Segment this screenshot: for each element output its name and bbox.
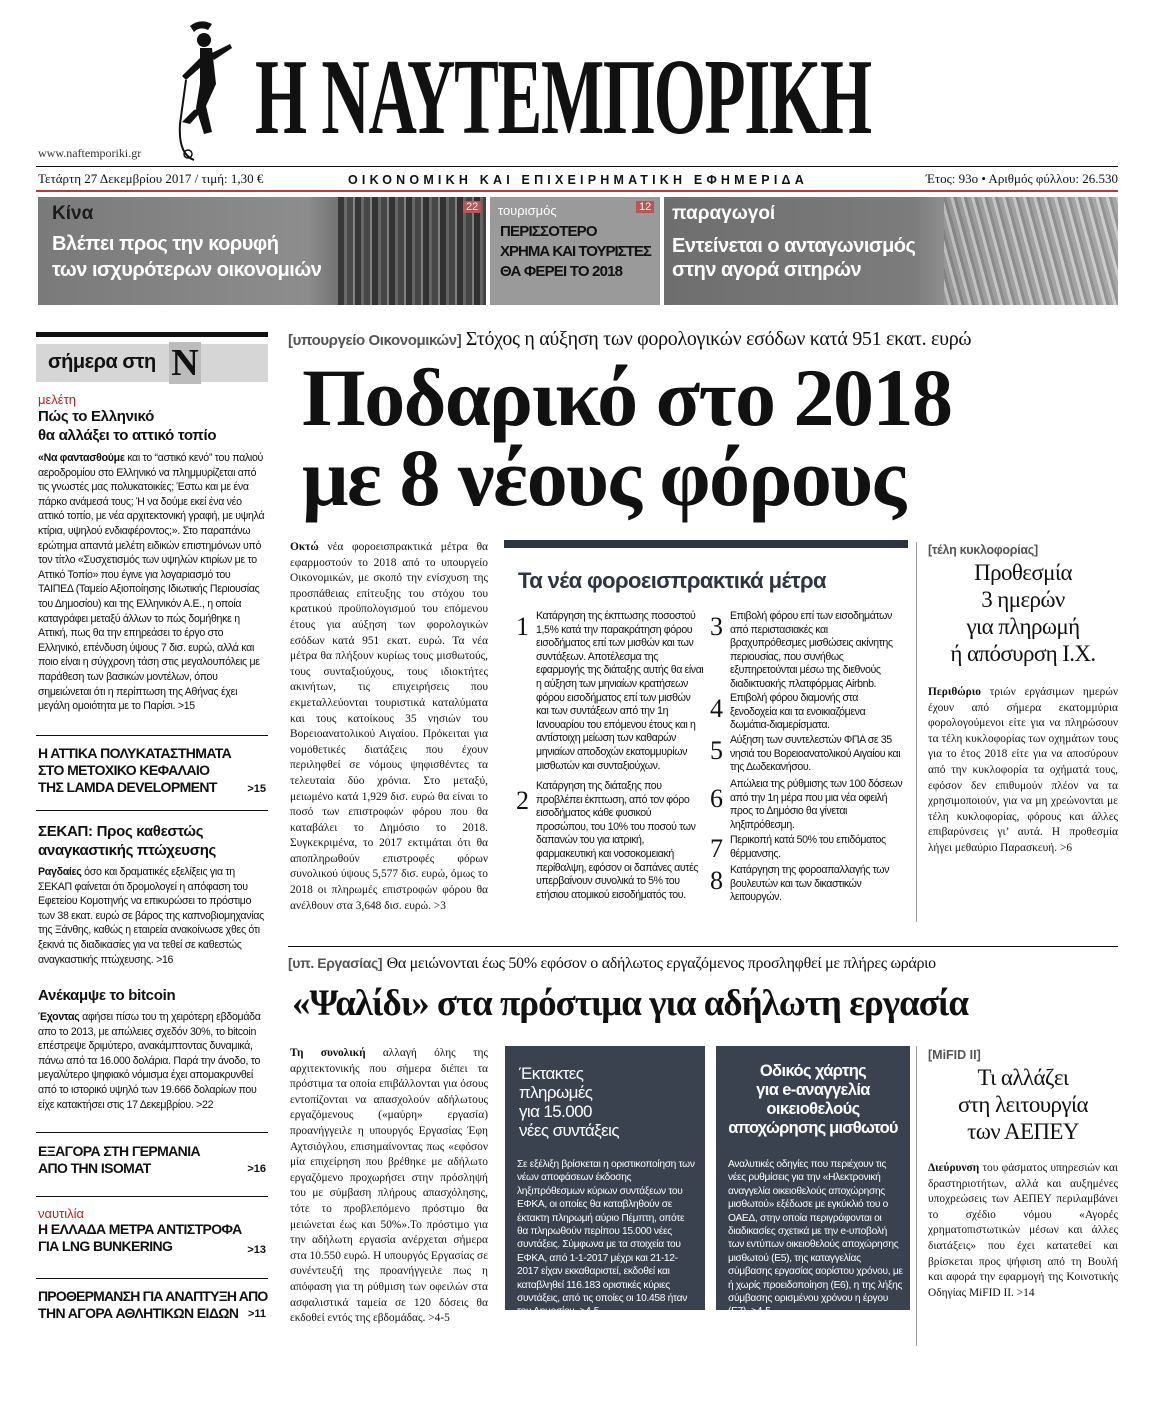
- measure-text: Περικοπή κατά 50% του επιδόματος θέρμανσης.: [730, 834, 886, 860]
- labor-body: Τη συνολική αλλαγή όλης της αρχιτεκτονικής που σήμερα διέπει τα πρόστιμα τα οποία επιβάλλονται για όσους εντοπίζονται να απασχολούν αδήλωτους εργαζόμενους («μαύρη» εργασία) προανήγγειλε η υπουργός Εργασίας Έφη Αχτσιόγλου, επισημαίνοντας πως «εφόσον μία επιχείρηση που βρέθηκε με αδήλωτο εργαζόμενο προχωρήσει στην πρόσληψή του με σύμβαση πλήρους απασχόλησης, τότε το προβλεπόμενο πρόστιμο θα μειώνεται έως και 50%».Το πρόστιμο για την αδήλωτη εργασία ανέρχεται σήμερα στα 10.550 ευρώ. Η υπουργός Εργασίας σε συνέντευξή της προανήγγειλε πως η απόφαση για τη ρύθμιση των οφειλών στα ασφαλιστικά ταμεία σε 120 δόσεις θα εκδοθεί εντός της εβδομάδας. >4-5: [290, 1047, 488, 1325]
- box-headline: για 15.000: [519, 1102, 592, 1121]
- labor-tag: [υπ. Εργασίας]: [288, 955, 383, 971]
- sidebar-item-sports[interactable]: [38, 1288, 266, 1322]
- mifid-story[interactable]: [928, 1048, 1118, 1301]
- sidebar-item-title: Ανέκαμψε το bitcoin: [38, 987, 176, 1004]
- column-rule: [916, 1046, 917, 1346]
- measure-number: 1: [516, 612, 529, 641]
- measure-number: 4: [710, 694, 723, 723]
- main-subhead-text: Στόχος η αύξηση των φορολογικών εσόδων κατά 951 εκατ. ευρώ: [465, 328, 972, 350]
- measure-number: 3: [710, 612, 723, 641]
- teaser-label: Κίνα: [52, 203, 94, 224]
- sidebar-item-title: Πώς το Ελληνικό: [38, 408, 154, 425]
- sidebar-item-title: ΤΗΣ LAMDA DEVELOPMENT: [38, 779, 217, 795]
- measure-number: 8: [710, 866, 723, 895]
- measure-text: Κατάργηση της διάταξης που προβλέπει έκπτωση, από τον φόρο εισοδήματος κάθε φυσικού προσώπου, του 10% του ποσού των δαπανών του για ιατρική, φαρμακευτική και νοσοκομειακή περίθαλψη, εφόσον οι δαπάνες αυτές υπερβαίνουν συνολικά το 5% του ετήσιου ατομικού εισοδήματός του.: [536, 780, 699, 901]
- traffic-body: Περιθώριο τριών εργάσιμων ημερών έχουν από σήμερα εκατομμύρια φορολογούμενοι είτε για να πληρώσουν τα τέλη κυκλοφορίας των οχημάτων τους για το έτος 2018 είτε για να αποσύρουν από την κυκλοφορία τα οχήματά τους, εφόσον δεν επιθυμούν πλέον να τα χρησιμοποιούν, για να μη χρεώνονται με τέλη κυκλοφορίας, φόρους και άλλες επιβαρύνσεις γι’ αυτά. Η προθεσμία λήγει μεθαύριο Παρασκευή. >6: [928, 686, 1118, 854]
- teaser-wheat: [944, 197, 1118, 305]
- resignation-box[interactable]: [716, 1046, 910, 1318]
- box-headline: Οδικός χάρτης: [759, 1062, 867, 1080]
- traffic-story[interactable]: [928, 543, 1118, 857]
- divider: [36, 1278, 268, 1279]
- sidebar-top-rule: [36, 332, 268, 337]
- box-body: Αναλυτικές οδηγίες που περιέχουν τις νέες ρυθμίσεις για την «Ηλεκτρονική αναγγελία οικειοθελούς αποχώρησης μισθωτού» εξέδωσε με εγκύκλιό του ο ΟΑΕΔ, στην οποία περιγράφονται οι διαδικασίες σχετικά με την e-υποβολή των εντύπων οικειοθελούς αποχώρησης μισθωτού (Ε5), της καταγγελίας σύμβασης εργασίας αορίστου χρόνου, με ή χωρίς προειδοποίηση (Ε6), η της λήξης σύμβασης ορισμένου χρόνου η έργου (Ε7). >4-5: [728, 1159, 903, 1318]
- main-headline: Ποδαρικό στο 2018: [302, 352, 952, 443]
- pensions-box[interactable]: [505, 1046, 705, 1318]
- traffic-headline: 3 ημερών: [981, 587, 1065, 612]
- sidebar-item-title: ΠΡΟΘΕΡΜΑΝΣΗ ΓΙΑ ΑΝΑΠΤΥΞΗ ΑΠΟ: [38, 1288, 268, 1304]
- masthead-tagline: ΟΙΚΟΝΟΜΙΚΗ ΚΑΙ ΕΠΙΧΕΙΡΗΜΑΤΙΚΗ ΕΦΗΜΕΡΙΔΑ: [348, 173, 808, 187]
- mifid-headline: Τι αλλάζει: [977, 1065, 1069, 1090]
- box-body: Σε εξέλιξη βρίσκεται η οριστικοποίηση των νέων αποφάσεων έκδοσης ληξιπρόθεσμων κύριων συντάξεων του ΕΦΚΑ, οι οποίες θα καταβληθούν σε έκτακτη πληρωμή αύριο Πέμπτη, οπότε θα πληρωθούν περίπου 15.000 νέες συντάξεις. Σύμφωνα με τα στοιχεία του ΕΦΚΑ, από 1-1-2017 μέχρι και 21-12-2017 είχαν εκκαθαριστεί, εκδοθεί και καταβληθεί 116.183 οριστικές κύριες συντάξεις, από τις οποίες οι 10.458 ήταν του Δημοσίου. >4-5: [517, 1159, 695, 1318]
- mifid-headline: στη λειτουργία: [957, 1092, 1089, 1117]
- traffic-tag: [τέλη κυκλοφορίας]: [928, 543, 1038, 557]
- teaser-page: 12: [636, 201, 654, 213]
- labor-subhead: [288, 955, 1118, 973]
- sidebar-item-title: Η ΑΤΤΙΚΑ ΠΟΛΥΚΑΤΑΣΤΗΜΑΤΑ: [38, 745, 232, 761]
- teaser-text: ΘΑ ΦΕΡΕΙ ΤΟ 2018: [500, 263, 623, 280]
- mifid-body: Διεύρυνση του φάσματος υπηρεσιών και δραστηριοτήτων, αλλά και αυξημένες υποχρεώσεις των ΑΕΠΕΥ περιλαμβάνει το σχέδιο νόμου «Αγορές χρηματοπιστωτικών μέσων και άλλες διατάξεις» που έχει κατατεθεί και βρίσκεται προς ψήφιση από τη Βουλή και αφορά την εφαρμογή της Κοινοτικής Οδηγίας MiFID II. >14: [928, 1162, 1118, 1299]
- masthead-issue: Έτος: 93ο • Αριθμός φύλλου: 26.530: [925, 171, 1118, 186]
- measure-text: Επιβολή φόρου διαμονής στα ξενοδοχεία και τα ενοικιαζόμενα δωμάτια-διαμερίσματα.: [730, 692, 866, 732]
- sidebar-item-title: ΤΗΝ ΑΓΟΡΑ ΑΘΛΗΤΙΚΩΝ ΕΙΔΩΝ: [38, 1305, 239, 1321]
- box-headline: Έκτακτες: [519, 1064, 584, 1083]
- teaser-producers[interactable]: [664, 197, 1118, 305]
- traffic-headline: Προθεσμία: [974, 560, 1072, 585]
- measure-number: 7: [710, 834, 723, 863]
- sidebar-item-page: >13: [247, 1244, 266, 1256]
- masthead-date: Τετάρτη 27 Δεκεμβρίου 2017 / τιμή: 1,30 €: [38, 171, 264, 186]
- main-body: Οκτώ νέα φοροεισπρακτικά μέτρα θα εφαρμοστούν το 2018 από το υπουργείο Οικονομικών, με σκοπό την ενίσχυση της προσπάθειας επίτευξης του στόχου του κρατικού προϋπολογισμού του επόμενου έτους για αύξηση των φορολογικών εσόδων κατά 951 εκατ. ευρώ. Τα νέα μέτρα θα πλήξουν κυρίως τους μισθωτούς, τους συνταξιούχους, τους ιδιοκτήτες ακινήτων, τις επιχειρήσεις που εκμεταλλεύονται τουριστικά καταλύματα και τους κατοίκους 35 νησιών του Βορειοανατολικού Αιγαίου. Πρόκειται για νομοθετικές διατάξεις που έχουν περιληφθεί σε νόμους ψηφισθέντες τα τελευταία δύο χρόνια. Στο μεταξύ, μειωμένο κατά 1,929 δισ. ευρώ θα είναι το ποσό των επιστροφών φόρου που θα καταβάλει το Δημόσιο το 2018. Συγκεκριμένα, το 2017 εκτιμάται ότι θα αποπληρωθούν επιστροφές φόρων συνολικού ύψους 5,577 δισ. ευρώ, όμως το 2018 οι πληρωμές επιστροφών φόρου θα ανέλθουν στα 3,648 δισ. ευρώ. >3: [290, 541, 488, 912]
- teaser-text: στην αγορά σιτηρών: [672, 259, 862, 281]
- section-rule: [288, 946, 1118, 947]
- mifid-tag: [MiFID II]: [928, 1048, 981, 1062]
- measure-text: Αύξηση των συντελεστών ΦΠΑ σε 35 νησιά του Βορειοανατολικού Αιγαίου και της Δωδεκανήσου.: [730, 734, 901, 774]
- sidebar-item-title: ΣΕΚΑΠ: Προς καθεστώς: [38, 823, 204, 840]
- sidebar-item-title: ΓΙΑ LNG BUNKERING: [38, 1238, 173, 1254]
- sidebar-item-title: αναγκαστικής πτώχευσης: [38, 842, 217, 859]
- teaser-text: ΧΡΗΜΑ ΚΑΙ ΤΟΥΡΙΣΤΕΣ: [500, 243, 651, 260]
- masthead-bottom-rule: [36, 190, 1118, 192]
- main-subhead: [288, 328, 1118, 351]
- main-headline: με 8 νέους φόρους: [302, 432, 905, 523]
- sidebar-item-kicker: ναυτιλία: [38, 1206, 85, 1221]
- sidebar-item-sekap[interactable]: [38, 822, 266, 967]
- masthead-url: www.naftemporiki.gr: [38, 146, 142, 160]
- sidebar-item-title: ΑΠΟ ΤΗΝ ISOMAT: [38, 1160, 151, 1176]
- box-headline: για e-αναγγελία: [756, 1081, 870, 1099]
- divider: [36, 810, 268, 811]
- sidebar-item-title: ΕΞΑΓΟΡΑ ΣΤΗ ΓΕΡΜΑΝΙΑ: [38, 1143, 200, 1159]
- teaser-text: Εντείνεται ο ανταγωνισμός: [672, 235, 916, 257]
- sidebar-header-letter: Ν: [169, 342, 201, 384]
- hermes-logo: [160, 14, 245, 164]
- teaser-label: τουρισμός: [498, 203, 557, 218]
- teaser-tourism[interactable]: [490, 197, 660, 305]
- measure-number: 6: [710, 784, 723, 813]
- masthead-rule: [36, 166, 1118, 167]
- divider: [36, 735, 268, 736]
- teaser-china[interactable]: [38, 197, 486, 305]
- measure-text: Κατάργηση της φοροαπαλλαγής των βουλευτών και των δικαστικών λειτουργών.: [730, 864, 890, 904]
- teaser-skyline: [338, 197, 486, 305]
- traffic-headline: ή απόσυρση Ι.Χ.: [950, 641, 1096, 666]
- measures-box: [504, 540, 908, 912]
- traffic-headline: για πληρωμή: [966, 614, 1080, 639]
- sidebar-item-body: Έχοντας αφήσει πίσω του τη χειρότερη εβδομάδα απο το 2013, με απώλειες σχεδόν 30%, το bitcoin επέστρεψε δριμύτερο, ανακάμπτοντας δυναμικά, πάνω από τα 16.000 δολάρια. Παρά την άνοδο, το μεγαλύτερο ψηφιακό νόμισμα έχει απομακρυνθεί από το ιστορικό υψηλό των 19.666 δολαρίων που είχε κατακτήσει στις 17 Δεκεμβρίου. >22: [38, 1011, 261, 1111]
- sidebar-item-kicker: μελέτη: [38, 392, 76, 407]
- measure-text: Κατάργηση της έκπτωσης ποσοστού 1,5% κατά την παρακράτηση φόρου εισοδήματος επί των μισθών και των συντάξεων. Αποτέλεσμα της εφαρμογής της διάταξης αυτής θα είναι η αύξηση των μηνιαίων κρατήσεων φόρου εισοδήματος επί των μισθών και των συντάξεων από την 1η Ιανουαρίου του επόμενου έτους και η αντίστοιχη μείωση των καθαρών μηνιαίων αποδοχών εκατομμυρίων μισθωτών και συνταξιούχων.: [536, 610, 704, 772]
- sidebar-item-title: ΣΤΟ ΜΕΤΟΧΙΚΟ ΚΕΦΑΛΑΙΟ: [38, 762, 210, 778]
- measure-text: Απώλεια της ρύθμισης των 100 δόσεων από την 1η μέρα που μια νέα οφειλή προς το Δημόσιο θα γίνεται ληξιπρόθεσμη.: [730, 778, 903, 831]
- sidebar-item-page: >15: [247, 783, 266, 795]
- box-headline: πληρωμές: [519, 1083, 593, 1102]
- sidebar-item-page: >16: [247, 1163, 266, 1175]
- mifid-headline: των ΑΕΠΕΥ: [967, 1119, 1079, 1144]
- sidebar-item-body: «Να φαντασθούμε και το “αστικό κενό” του παλιού αεροδρομίου στο Ελληνικό να πλημμυρίζεται από τις γνωστές μας πολυκατοικίες; Έστω και με ένα πάρκο ανάμεσά τους; Ή να δούμε εκεί ένα νέο αττικό τοπίο, με νέα αρχιτεκτονική γραφή, με υψηλά κτίρια, υψηλού ενδιαφέροντος;». Στο παραπάνω ερώτημα απαντά μελέτη ειδικών επιστημόνων υπό τον τίτλο «Συσχετισμός των υψηλών κτιρίων με το Αττικό Τοπίο» που έγινε για λογαριασμό του ΤΑΙΠΕΔ (Ταμείο Αξιοποίησης Ιδιωτικής Περιουσίας του Δημοσίου) και της Ελληνικόν Α.Ε., η οποία καταγράφει μεταξύ άλλων το πώς δομήθηκε η Αττική, πως θα την επηρεάσει το έργο στο Ελληνικό, επένδυση ύψους 7 δισ. ευρώ, αλλά και ποιο είναι η σύγχρονη τάση στις μεγαλουπόλεις με παράθεση των βασικών μοντέλων, όπου σημειώνεται ότι η περίπτωση της Αθήνας έχει μεγάλη ομοιότητα με το Παρίσι. >15: [38, 452, 265, 713]
- measure-number: 5: [710, 736, 723, 765]
- teaser-text: Βλέπει προς την κορυφή: [52, 233, 279, 255]
- sidebar-item-body: Ραγδαίες όσο και δραματικές εξελίξεις για τη ΣΕΚΑΠ φαίνεται ότι δρομολογεί η απόφαση του Εφετείου Κομοτηνής να επικυρώσει το πρόστιμο των 38 εκατ. ευρώ σε βάρος της καπνοβιομηχανίας της Ξάνθης, καθώς η εταιρεία ανακοίνωσε χθες ότι ξεκινά τις διαδικασίες για να τεθεί σε καθεστώς αναγκαστικής πτώχευσης. >16: [38, 866, 264, 966]
- labor-subhead-text: Θα μειώνονται έως 50% εφόσον ο αδήλωτος εργαζόμενος προσληφθεί με πλήρες ωράριο: [386, 955, 936, 972]
- teaser-text: ΠΕΡΙΣΣΟΤΕΡΟ: [500, 223, 597, 240]
- measure-text: Επιβολή φόρου επί των εισοδημάτων από περιστασιακές και βραχυπρόθεσμες μισθώσεις ακίνητης περιουσίας, που συνήθως εξυπηρετούνται μέσω της διεθνούς διαδικτυακής πλατφόρμας Airbnb.: [730, 610, 893, 690]
- main-tag: [υπουργείο Οικονομικών]: [288, 332, 462, 349]
- box-headline: νέες συντάξεις: [519, 1121, 619, 1140]
- sidebar-item-title: θα αλλάξει το αττικό τοπίο: [38, 427, 217, 444]
- sidebar-item-lng[interactable]: [38, 1206, 266, 1255]
- box-headline: οικειοθελούς: [766, 1100, 860, 1118]
- teaser-page: 22: [463, 201, 481, 213]
- sidebar-item-isomat[interactable]: [38, 1143, 266, 1177]
- sidebar-item-title: Η ΕΛΛΑΔΑ ΜΕΤΡΑ ΑΝΤΙΣΤΡΟΦΑ: [38, 1221, 242, 1237]
- sidebar-item-attica[interactable]: [38, 745, 266, 796]
- measure-number: 2: [516, 786, 529, 815]
- teaser-label: παραγωγοί: [672, 203, 776, 224]
- labor-headline: «Ψαλίδι» στα πρόστιμα για αδήλωτη εργασία: [292, 983, 969, 1024]
- divider: [36, 1196, 268, 1197]
- sidebar-item-page: >11: [247, 1308, 266, 1320]
- teaser-text: των ισχυρότερων οικονομιών: [52, 259, 322, 281]
- sidebar-item-study[interactable]: [38, 392, 266, 714]
- divider: [36, 1132, 268, 1133]
- sidebar-item-bitcoin[interactable]: [38, 986, 266, 1112]
- measures-title: Τα νέα φοροεισπρακτικά μέτρα: [518, 568, 826, 593]
- column-rule: [916, 542, 917, 922]
- sidebar-header-text: σήμερα στη: [48, 351, 156, 373]
- box-headline: αποχώρησης μισθωτού: [728, 1119, 898, 1137]
- sidebar-header: [36, 344, 268, 382]
- masthead-title: Η ΝΑΥΤΕΜΠΟΡΙΚΗ: [255, 38, 871, 157]
